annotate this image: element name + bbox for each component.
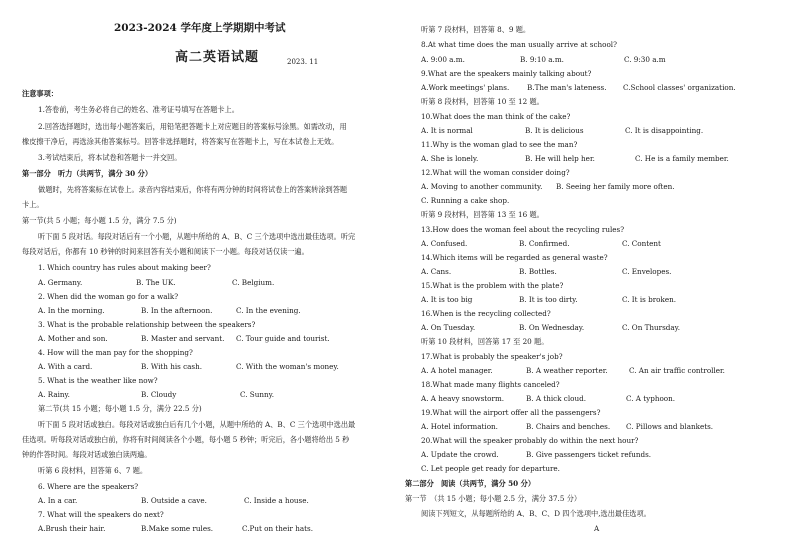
q20-option-b: B. Give passengers ticket refunds.	[526, 450, 652, 459]
question-12: 12.What will the woman consider doing?	[421, 168, 570, 177]
q12-option-a: A. Moving to another community.	[421, 182, 543, 191]
paper-title: 高二英语试题	[175, 50, 260, 65]
q11-option-c: C. He is a family member.	[635, 154, 729, 163]
section-1-intro-line-2: 每段对话后，你都有 10 秒钟的时间来回答有关小题和阅读下一小题。每段对话仅读一遍。	[22, 247, 309, 256]
q2-option-a: A. In the morning.	[38, 306, 105, 315]
q3-option-a: A. Mother and son.	[38, 334, 108, 343]
part-1-heading: 第一部分 听力（共两节，满分 30 分）	[22, 169, 153, 178]
question-18: 18.What made many flights canceled?	[421, 380, 560, 389]
q14-option-b: B. Bottles.	[519, 267, 557, 276]
q11-option-a: A. She is lonely.	[421, 154, 479, 163]
q14-option-c: C. Envelopes.	[622, 267, 672, 276]
q19-option-a: A. Hotel information.	[421, 422, 498, 431]
q17-option-c: C. An air traffic controller.	[629, 366, 725, 375]
question-13: 13.How does the woman feel about the recycling rules?	[421, 225, 625, 234]
q8-option-b: B. 9:10 a.m.	[520, 55, 564, 64]
q18-option-c: C. A typhoon.	[626, 394, 676, 403]
q15-option-b: B. It is too dirty.	[519, 295, 578, 304]
question-19: 19.What will the airport offer all the passengers?	[421, 408, 601, 417]
q2-option-b: B. In the afternoon.	[141, 306, 213, 315]
material-10-heading: 听第 10 段材料，回答第 17 至 20 题。	[421, 337, 549, 346]
q1-option-b: B. The UK.	[136, 278, 176, 287]
question-7: 7. What will the speakers do next?	[38, 510, 164, 519]
passage-a-label: A	[594, 524, 600, 533]
part-1-intro-line-1: 做题时，先将答案标在试卷上。录音内容结束后，你将有两分钟的时间将试卷上的答案转涂到答题	[38, 185, 348, 194]
q17-option-a: A. A hotel manager.	[421, 366, 493, 375]
q9-option-c: C.School classes' organization.	[623, 83, 736, 92]
note-3: 3.考试结束后，将本试卷和答题卡一并交回。	[38, 153, 182, 162]
note-1: 1.答卷前，考生务必将自己的姓名、准考证号填写在答题卡上。	[38, 105, 239, 114]
q10-option-b: B. It is delicious	[525, 126, 584, 135]
q17-option-b: B. A weather reporter.	[526, 366, 608, 375]
section-2-intro-line-1: 听下面 5 段对话或独白。每段对话或独白后有几个小题，从题中所给的 A、B、C 三个选项中选出最	[38, 420, 356, 429]
section-2-intro-line-2: 佳选项。听每段对话或独白前，你将有时间阅读各个小题，每小题 5 秒钟；听完后，各小题将给出 5 秒	[22, 435, 350, 444]
q4-option-c: C. With the woman's money.	[236, 362, 339, 371]
part-2-section-1-heading: 第一节 （共 15 小题；每小题 2.5 分，满分 37.5 分）	[405, 494, 582, 503]
material-8-heading: 听第 8 段材料，回答第 10 至 12 题。	[421, 97, 544, 106]
question-4: 4. How will the man pay for the shopping?	[38, 348, 193, 357]
q7-option-b: B.Make some rules.	[141, 524, 214, 533]
q12-option-c: C. Running a cake shop.	[421, 196, 510, 205]
q4-option-a: A. With a card.	[38, 362, 93, 371]
q4-option-b: B. With his cash.	[141, 362, 203, 371]
q6-option-c: C. Inside a house.	[244, 496, 309, 505]
q16-option-c: C. On Thursday.	[622, 323, 681, 332]
section-2-intro-line-3: 钟的作答时间。每段对话或独白读两遍。	[22, 450, 152, 459]
material-9-heading: 听第 9 段材料，回答第 13 至 16 题。	[421, 210, 544, 219]
q1-option-a: A. Germany.	[38, 278, 83, 287]
q3-option-c: C. Tour guide and tourist.	[236, 334, 330, 343]
q5-option-a: A. Rainy.	[38, 390, 70, 399]
q16-option-a: A. On Tuesday.	[421, 323, 476, 332]
question-20: 20.What will the speaker probably do within the next hour?	[421, 436, 639, 445]
q9-option-a: A.Work meetings' plans.	[421, 83, 510, 92]
question-6: 6. Where are the speakers?	[38, 482, 139, 491]
question-3: 3. What is the probable relationship between the speakers?	[38, 320, 256, 329]
q12-option-b: B. Seeing her family more often.	[556, 182, 675, 191]
q13-option-c: C. Content	[622, 239, 661, 248]
question-10: 10.What does the man think of the cake?	[421, 112, 571, 121]
part-1-intro-line-2: 卡上。	[22, 200, 44, 209]
question-1: 1. Which country has rules about making beer?	[38, 263, 211, 272]
material-7-heading: 听第 7 段材料，回答第 8、9 题。	[421, 25, 531, 34]
q9-option-b: B.The man's lateness.	[527, 83, 607, 92]
q14-option-a: A. Cans.	[421, 267, 452, 276]
q6-option-a: A. In a car.	[38, 496, 78, 505]
part-2-heading: 第二部分 阅读（共两节，满分 50 分）	[405, 479, 536, 488]
q15-option-c: C. It is broken.	[622, 295, 676, 304]
q2-option-c: C. In the evening.	[236, 306, 301, 315]
q7-option-a: A.Brush their hair.	[38, 524, 106, 533]
q8-option-c: C. 9:30 a.m	[624, 55, 666, 64]
q18-option-a: A. A heavy snowstorm.	[421, 394, 505, 403]
q8-option-a: A. 9:00 a.m.	[421, 55, 465, 64]
note-2-line-2: 橡皮擦干净后，再选涂其他答案标号。回答非选择题时，将答案写在答题卡上，写在本试卷上无效。	[22, 137, 339, 146]
question-16: 16.When is the recycling collected?	[421, 309, 551, 318]
question-9: 9.What are the speakers mainly talking about?	[421, 69, 592, 78]
q11-option-b: B. He will help her.	[525, 154, 595, 163]
question-15: 15.What is the problem with the plate?	[421, 281, 564, 290]
note-2-line-1: 2.回答选择题时，选出每小题答案后，用铅笔把答题卡上对应题目的答案标号涂黑。如需改动，用	[38, 122, 347, 131]
q1-option-c: C. Belgium.	[232, 278, 275, 287]
section-2-heading: 第二节(共 15 小题；每小题 1.5 分，满分 22.5 分)	[38, 404, 202, 413]
q18-option-b: B. A thick cloud.	[526, 394, 586, 403]
q19-option-c: C. Pillows and blankets.	[626, 422, 714, 431]
q20-option-c: C. Let people get ready for departure.	[421, 464, 560, 473]
question-11: 11.Why is the woman glad to see the man?	[421, 140, 578, 149]
q10-option-c: C. It is disappointing.	[625, 126, 704, 135]
q7-option-c: C.Put on their hats.	[242, 524, 313, 533]
q20-option-a: A. Update the crowd.	[421, 450, 499, 459]
q15-option-a: A. It is too big	[421, 295, 473, 304]
question-17: 17.What is probably the speaker's job?	[421, 352, 563, 361]
exam-date: 2023. 11	[287, 58, 319, 66]
notes-heading: 注意事项：	[22, 89, 58, 98]
material-6-heading: 听第 6 段材料，回答第 6、7 题。	[38, 466, 148, 475]
question-2: 2. When did the woman go for a walk?	[38, 292, 179, 301]
section-1-intro-line-1: 听下面 5 段对话。每段对话后有一个小题，从题中所给的 A、B、C 三个选项中选出最佳选项。听完	[38, 232, 356, 241]
section-1-heading: 第一节(共 5 小题；每小题 1.5 分，满分 7.5 分)	[22, 216, 177, 225]
q19-option-b: B. Chairs and benches.	[526, 422, 611, 431]
question-8: 8.At what time does the man usually arrive at school?	[421, 40, 617, 49]
q13-option-a: A. Confused.	[421, 239, 468, 248]
q5-option-c: C. Sunny.	[240, 390, 275, 399]
exam-title: 2023-2024 学年度上学期期中考试	[114, 22, 286, 34]
part-2-intro: 阅读下列短文，从每题所给的 A、B、C、D 四个选项中,选出最佳选项。	[421, 509, 651, 518]
q5-option-b: B. Cloudy	[141, 390, 177, 399]
question-5: 5. What is the weather like now?	[38, 376, 158, 385]
q3-option-b: B. Master and servant.	[141, 334, 225, 343]
q6-option-b: B. Outside a cave.	[141, 496, 207, 505]
q10-option-a: A. It is normal	[421, 126, 473, 135]
question-14: 14.Which items will be regarded as general waste?	[421, 253, 608, 262]
q13-option-b: B. Confirmed.	[519, 239, 570, 248]
q16-option-b: B. On Wednesday.	[519, 323, 585, 332]
